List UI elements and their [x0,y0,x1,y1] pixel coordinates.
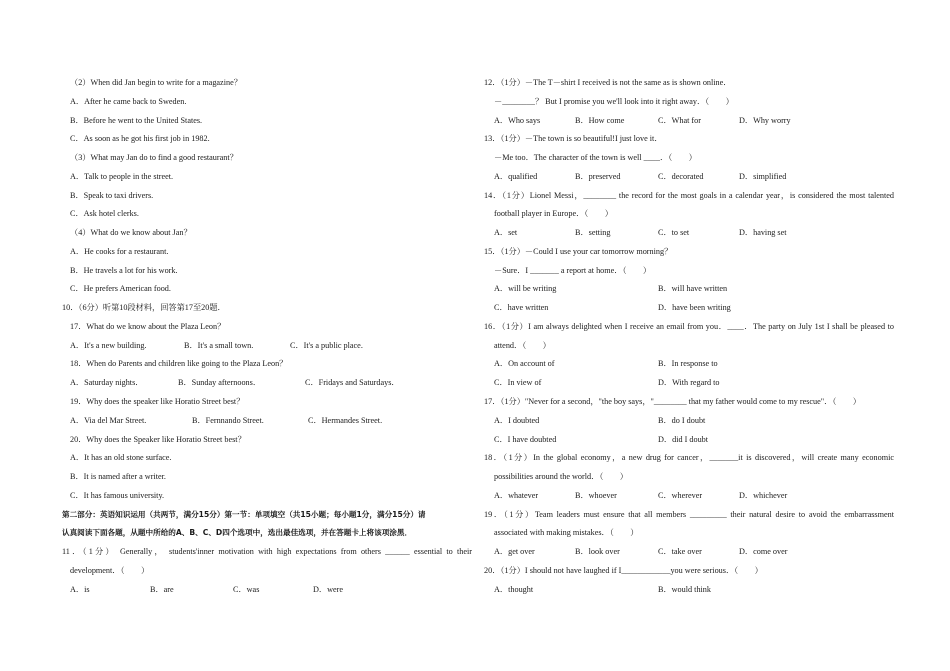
option[interactable]: B．Sunday afternoons． [178,378,262,388]
option[interactable]: D．were [313,584,344,594]
option[interactable]: C．have written [494,303,549,313]
option[interactable]: A．Talk to people in the street. [70,171,174,181]
option[interactable]: C．It has famous university. [70,490,165,500]
option[interactable]: C．take over [658,547,702,557]
question-11: 11．（1分） Generally， students'inner motivation with high expectations from others ______ essential to their [62,547,472,557]
options-row [62,412,472,431]
options-row [484,112,894,131]
question-13-continued: －Me too．The character of the town is well ____．（ ） [494,153,697,163]
question-17: 17．（1分）"Never for a second，"the boy says，"________ that my father would come to my rescue"．（ ） [484,397,861,407]
question-18: 18．（1分）In the global economy，a new drug for cancer，_______it is discovered，will create many economic [484,453,894,463]
question-10-heading: 10．（6分）听第10段材料，回答第17至20题． [62,303,226,313]
question-11-continued: development．（ ） [70,565,150,575]
question-16-continued: attend．（ ） [494,340,551,350]
option[interactable]: A．Saturday nights． [70,378,144,388]
option[interactable]: B．Fernnando Street. [192,415,264,425]
right-column [484,74,894,599]
option[interactable]: C．Fridays and Saturdays． [305,378,400,388]
option[interactable]: C．to set [658,228,690,238]
option[interactable]: B．Speak to taxi drivers. [70,190,154,200]
option[interactable]: A．It has an old stone surface. [70,453,172,463]
option[interactable]: B．whoever [575,490,617,500]
option[interactable]: A．It's a new building. [70,340,147,350]
option[interactable]: B．preserved [575,171,621,181]
option[interactable]: C．He prefers American food. [70,284,171,294]
option[interactable]: C．Hermandes Street. [308,415,383,425]
option[interactable]: D．having set [739,228,787,238]
question-14: 14．（1分）Lionel Messi，________ the record for the most goals in a calendar year，is considered the most talented [484,190,894,200]
option[interactable]: A．On account of [494,359,555,369]
question-19-continued: associated with making mistakes．（ ） [494,528,639,538]
part-two-instructions: 认真阅读下面各题，从题中所给的A、B、C、D四个选项中，选出最佳选项，并在答题卡上将该项涂黑． [62,528,413,538]
option[interactable]: B．In response to [658,359,718,369]
option[interactable]: C．In view of [494,378,542,388]
options-row [484,581,894,600]
option[interactable]: D．With regard to [658,378,720,388]
options-row [484,299,894,318]
question-16: 16．（1分）I am always delighted when I receive an email from you．____．The party on July 1st I shall be pleased to [484,321,894,331]
option[interactable]: C．I have doubted [494,434,557,444]
option[interactable]: C．It's a public place. [290,340,363,350]
part-two-instructions: 第二部分：英语知识运用（共两节，满分15分）第一节：单项填空（共15小题；每小题1分，满分15分）请 [62,509,426,519]
question-9-2: （2）When did Jan begin to write for a magazine？ [70,78,242,87]
question-9-4: （4）What do we know about Jan？ [70,228,192,238]
option[interactable]: A．whatever [494,490,539,500]
question-19-listening: 19．Why does the speaker like Horatio Street best？ [70,397,245,407]
options-row [484,487,894,506]
option[interactable]: A．Via del Mar Street. [70,415,147,425]
option[interactable]: D．did I doubt [658,434,709,444]
question-9-3: （3）What may Jan do to find a good restaurant？ [70,153,238,163]
option[interactable]: A．get over [494,547,535,557]
option[interactable]: B．It is named after a writer. [70,472,166,482]
option[interactable]: C．wherever [658,490,703,500]
option[interactable]: A．He cooks for a restaurant. [70,246,169,256]
options-row [484,412,894,431]
option[interactable]: C．Ask hotel clerks. [70,209,139,219]
option[interactable]: C．What for [658,115,701,125]
option[interactable]: A．will be writing [494,284,557,294]
option[interactable]: C．As soon as he got his first job in 1982. [70,134,210,144]
question-15-continued: －Sure．I _______ a report at home．（ ） [494,265,652,275]
option[interactable]: D．whichever [739,490,788,500]
option[interactable]: B．How come [575,115,625,125]
options-row [62,581,472,600]
options-row [484,431,894,450]
option[interactable]: D．have been writing [658,303,731,313]
question-12-continued: －________？ But I promise you we'll look into it right away．（ ） [494,96,734,106]
option[interactable]: A．After he came back to Sweden. [70,96,187,106]
question-14-continued: football player in Europe．（ ） [494,209,613,219]
options-row [484,280,894,299]
question-18-listening: 18．When do Parents and children like going to the Plaza Leon？ [70,359,288,369]
option[interactable]: B．setting [575,228,611,238]
option[interactable]: A．qualified [494,171,538,181]
option[interactable]: B．It's a small town. [184,340,254,350]
option[interactable]: A．I doubted [494,415,540,425]
question-20: 20．（1分）I should not have laughed if I____________you were serious．（ ） [484,565,763,575]
option[interactable]: C．decorated [658,171,704,181]
option[interactable]: C．was [233,584,260,594]
option[interactable]: B．Before he went to the United States. [70,115,203,125]
question-20-listening: 20．Why does the Speaker like Horatio Street best？ [70,434,246,444]
option[interactable]: A．thought [494,584,534,594]
option[interactable]: B．do I doubt [658,415,706,425]
question-18-continued: possibilities around the world．（ ） [494,472,628,482]
option[interactable]: B．He travels a lot for his work. [70,265,178,275]
option[interactable]: A．Who says [494,115,541,125]
options-row [484,355,894,374]
option[interactable]: D．Why worry [739,115,791,125]
option[interactable]: B．will have written [658,284,728,294]
left-column [62,74,472,599]
option[interactable]: A．set [494,228,518,238]
options-row [484,374,894,393]
option[interactable]: A．is [70,584,90,594]
question-13: 13．（1分）－The town is so beautiful!I just love it． [484,134,663,144]
question-15: 15．（1分）－Could I use your car tomorrow morning？ [484,246,673,256]
option[interactable]: D．come over [739,547,788,557]
options-row [62,337,472,356]
option[interactable]: D．simplified [739,171,787,181]
question-17-listening: 17．What do we know about the Plaza Leon？ [70,321,226,331]
options-row [484,543,894,562]
option[interactable]: B．would think [658,584,711,594]
option[interactable]: B．look over [575,547,620,557]
options-row [62,374,472,393]
option[interactable]: B．are [150,584,174,594]
question-19: 19．（1分）Team leaders must ensure that all members _________ their natural desire to avoid the embarrassment [484,509,894,519]
options-row [484,224,894,243]
question-12: 12．（1分）－The T－shirt I received is not the same as is shown online． [484,78,732,87]
options-row [484,168,894,187]
